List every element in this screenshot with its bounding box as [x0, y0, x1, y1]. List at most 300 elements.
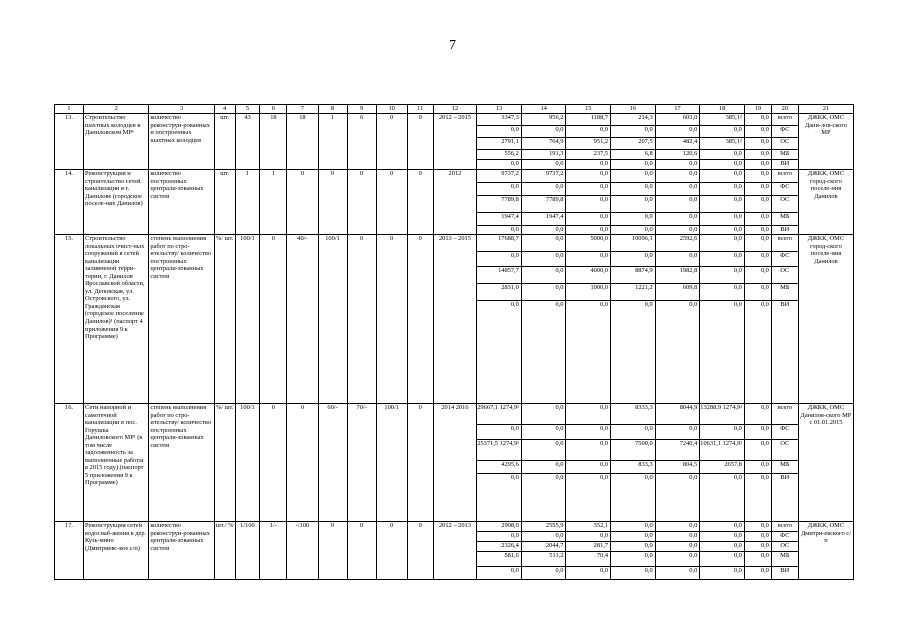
funding-v16-column [611, 170, 656, 235]
funding-cell: 10631,1 1274,9² [700, 439, 744, 460]
years: 2012 – 2015 [433, 114, 477, 170]
row-number: 17. [55, 522, 84, 580]
funding-cell: 2326,4 [477, 541, 521, 551]
value-col10: 100/1 [376, 404, 407, 522]
funding-cell: 17688,7 [498, 235, 519, 242]
value-col9: 0 [347, 522, 376, 580]
header-cell: 10 [376, 105, 407, 114]
funding-cell: 7500,0 [611, 439, 655, 460]
funding-cell: 0,0 [760, 170, 769, 177]
funding-cell: 0,0 [760, 404, 769, 411]
funding-cell: 1000,0 [566, 283, 610, 300]
funding-cell: 0,0 [656, 541, 700, 551]
funding-cell: 0,0 [700, 300, 744, 403]
funding-cell: 0,0 [745, 195, 771, 212]
funding-cell: 0,0 [477, 531, 521, 541]
funding-v18-column [700, 170, 745, 235]
funding-cell: 0,0 [566, 439, 610, 460]
funding-cell: 0,0 [522, 473, 566, 521]
funding-v18-column [700, 235, 745, 404]
funding-cell: 0,0 [700, 551, 744, 566]
value-col6: 1 [260, 170, 287, 235]
funding-v16-column [611, 114, 656, 170]
funding-cell: 0,0 [700, 283, 744, 300]
funding-cell: 0,0 [656, 566, 700, 579]
header-cell: 13 [477, 105, 522, 114]
executor: ДЖКК, ОМС Дмитри-евского с/п [798, 522, 853, 580]
value-col6: 0 [260, 235, 287, 404]
funding-cell: 0,0 [700, 182, 744, 195]
funding-cell: 0,0 [522, 531, 566, 541]
funding-cell: 0,0 [656, 551, 700, 566]
funding-cell: 0,0 [656, 424, 700, 439]
value-col7: 0 [287, 404, 318, 522]
funding-cell: 0,0 [656, 212, 700, 225]
funding-cell: 0,0 [566, 159, 610, 169]
funding-cell: 0,0 [733, 522, 742, 529]
page-number: 7 [449, 38, 456, 53]
header-cell: 11 [407, 105, 433, 114]
header-cell: 20 [771, 105, 798, 114]
funding-cell: 0,0 [733, 170, 742, 177]
funding-v14-column [521, 235, 566, 404]
funding-cell: 281,7 [566, 541, 610, 551]
funding-cell: 29667,1 1274,9² [477, 404, 520, 411]
funding-cell: 0,0 [522, 182, 566, 195]
funding-cell: 0,0 [600, 404, 609, 411]
funding-cell: МБ [772, 460, 798, 473]
funding-cell: 2657,8 [700, 460, 744, 473]
years: 2012 [433, 170, 477, 235]
funding-cell: 2044,7 [522, 541, 566, 551]
value-col10: 0 [376, 235, 407, 404]
value-col7: 40/- [287, 235, 318, 404]
funding-cell: 0,0 [656, 159, 700, 169]
funding-cell: 0,0 [611, 182, 655, 195]
funding-cell: 0,0 [733, 235, 742, 242]
funding-cell: 0,0 [566, 125, 610, 137]
funding-cell: 0,0 [477, 473, 521, 521]
funding-cell: 0,0 [745, 551, 771, 566]
funding-cell: 0,0 [700, 424, 744, 439]
funding-cell: 0,0 [611, 473, 655, 521]
funding-cell: 9737,2 [545, 170, 564, 177]
funding-cell: ОС [772, 137, 798, 149]
funding-cell: 0,0 [611, 541, 655, 551]
funding-src-column [771, 404, 798, 522]
value-col10: 0 [376, 522, 407, 580]
value-col8: 0 [318, 522, 347, 580]
funding-cell: 0,0 [611, 551, 655, 566]
funding-cell: 0,0 [644, 522, 653, 529]
funding-cell: 0,0 [555, 404, 564, 411]
table-row [55, 114, 854, 170]
funding-cell: 0,0 [656, 473, 700, 521]
funding-cell: ФС [772, 531, 798, 541]
funding-cell: 0,0 [656, 300, 700, 403]
funding-cell: 9737,2 [501, 170, 519, 177]
funding-cell: 70,4 [566, 551, 610, 566]
funding-cell: ОС [772, 195, 798, 212]
funding-cell: 1221,2 [611, 283, 655, 300]
header-cell: 19 [744, 105, 771, 114]
measure-name: Сети напорной и самотечной канализации в пос. Горушка Даниловского МР¹ (в том числе задолженность за выполненные работы в 2015 году) (паспорт 5 приложения 9 к Программе) [84, 404, 149, 522]
funding-cell: 0,0 [477, 159, 521, 169]
funding-cell: 0,0 [555, 235, 564, 242]
funding-cell: 0,0 [522, 424, 566, 439]
funding-src-column [771, 522, 798, 580]
funding-cell: 0,0 [611, 195, 655, 212]
funding-cell: 0,0 [760, 235, 769, 242]
funding-cell: 0,0 [745, 473, 771, 521]
funding-cell: 0,0 [522, 439, 566, 460]
funding-v14-column [521, 522, 566, 580]
header-cell: 12 [433, 105, 477, 114]
funding-v15-column [566, 404, 611, 522]
funding-cell: ВИ [772, 159, 798, 169]
funding-v14-column [521, 170, 566, 235]
executor: ДЖКК, ОМС Дани-лов-ского МР [798, 114, 853, 170]
value-col8: 100/1 [318, 235, 347, 404]
header-cell: 18 [700, 105, 745, 114]
table-row [55, 235, 854, 404]
funding-cell: 956,2 [549, 114, 564, 121]
indicator: количество реконструи-рованных и построенных шахтных колодцев [149, 114, 214, 170]
funding-v19-column [744, 522, 771, 580]
funding-cell: ОС [772, 439, 798, 460]
funding-cell: 0,0 [477, 424, 521, 439]
funding-cell: 0,0 [745, 424, 771, 439]
funding-cell: 0,0 [566, 182, 610, 195]
funding-cell: 0,0 [700, 251, 744, 266]
funding-v13-column [477, 170, 522, 235]
funding-cell: ВИ [772, 473, 798, 521]
funding-v16-column [611, 404, 656, 522]
funding-cell: 0,0 [566, 460, 610, 473]
funding-cell: 0,0 [745, 149, 771, 159]
funding-v13-column [477, 235, 522, 404]
value-col5: 100/1 [235, 235, 260, 404]
funding-cell: 1947,4 [522, 212, 566, 225]
funding-cell: 0,0 [522, 300, 566, 403]
header-cell: 4 [214, 105, 235, 114]
funding-cell: 385,1² [725, 114, 742, 121]
header-cell: 6 [260, 105, 287, 114]
row-number: 15. [55, 235, 84, 404]
value-col8: 60/- [318, 404, 347, 522]
funding-cell: 0,0 [745, 159, 771, 169]
funding-cell: 0,0 [745, 300, 771, 403]
funding-cell: 8044,9 [679, 404, 698, 411]
funding-v18-column [700, 404, 745, 522]
funding-cell: 0,0 [700, 212, 744, 225]
header-cell: 3 [149, 105, 214, 114]
funding-cell: ВИ [772, 566, 798, 579]
funding-v17-column [655, 522, 700, 580]
value-col5: 100/1 [235, 404, 260, 522]
unit: шт./ % [214, 522, 235, 580]
funding-cell: 0,0 [700, 566, 744, 579]
funding-cell: 0,0 [745, 531, 771, 541]
funding-cell: 0,0 [760, 114, 769, 121]
funding-cell: 7789,8 [522, 195, 566, 212]
funding-v13-column [477, 522, 522, 580]
table-row [55, 404, 854, 522]
header-cell: 14 [521, 105, 566, 114]
header-row [55, 105, 854, 114]
indicator: количество построенных централи-зованных систем [149, 170, 214, 235]
funding-v14-column [521, 404, 566, 522]
funding-v13-column [477, 114, 522, 170]
value-col6: 0 [260, 404, 287, 522]
funding-cell: 0,0 [566, 225, 610, 234]
funding-cell: 4000,0 [566, 266, 610, 283]
funding-cell: 4295,6 [477, 460, 521, 473]
funding-cell: 0,0 [611, 424, 655, 439]
value-col5: 43 [235, 114, 260, 170]
funding-cell: 191,3 [522, 149, 566, 159]
funding-cell: 0,0 [611, 125, 655, 137]
funding-cell: 2592,6 [679, 235, 698, 242]
measure-name: Строительство шахтных колодцев в Даниловском МР¹ [84, 114, 149, 170]
value-col5: 1/100 [235, 522, 260, 580]
value-col9: 70/- [347, 404, 376, 522]
funding-cell: 0,0 [522, 251, 566, 266]
funding-cell: 833,3 [611, 460, 655, 473]
indicator: количество реконструи-рованных централи-зованных систем [149, 522, 214, 580]
funding-cell: ВИ [772, 300, 798, 403]
funding-cell: 2791,1 [477, 137, 521, 149]
funding-cell: ОС [772, 541, 798, 551]
header-cell: 17 [655, 105, 700, 114]
header-cell: 7 [287, 105, 318, 114]
funding-cell: 0,0 [745, 182, 771, 195]
funding-cell: 0,0 [477, 566, 521, 579]
funding-cell: 0,0 [566, 473, 610, 521]
funding-cell: 0,0 [689, 522, 698, 529]
years: 2012 – 2013 [433, 522, 477, 580]
funding-cell: 0,0 [566, 212, 610, 225]
funding-cell: 25371,5 1274,9² [477, 439, 521, 460]
funding-cell: 556,2 [477, 149, 521, 159]
measure-name: Реконструкция и строительство сетей канализации в г. Данилове (городское поселе-ние Данилов) [84, 170, 149, 235]
funding-v19-column [744, 114, 771, 170]
funding-cell: 2908,0 [501, 522, 519, 529]
funding-cell: МБ [772, 149, 798, 159]
funding-v17-column [655, 170, 700, 235]
funding-cell: 0,0 [656, 195, 700, 212]
funding-v18-column [700, 114, 745, 170]
value-col9: 6 [347, 114, 376, 170]
measure-name: Реконструкция сетей водоснаб-жения в дер. Кузь-мино (Дмитриевс-кое с/п) [84, 522, 149, 580]
funding-cell: 0,0 [566, 251, 610, 266]
funding-cell: 2831,0 [477, 283, 521, 300]
row-number: 13. [55, 114, 84, 170]
funding-cell: 0,0 [611, 566, 655, 579]
funding-cell: всего [777, 404, 793, 411]
funding-cell: 0,0 [477, 300, 521, 403]
funding-cell: 0,0 [611, 251, 655, 266]
funding-cell: 352,1 [593, 522, 609, 529]
funding-cell: 0,0 [745, 283, 771, 300]
funding-v19-column [744, 404, 771, 522]
value-col10: 0 [376, 170, 407, 235]
funding-cell: 0,0 [644, 170, 653, 177]
funding-cell: 0,0 [689, 170, 698, 177]
funding-cell: 0,0 [656, 182, 700, 195]
executor: ДЖКК, ОМС город-ского поселе-ния Данилов [798, 170, 853, 235]
funding-cell: 0,0 [745, 137, 771, 149]
funding-cell: 385,1² [700, 137, 744, 149]
funding-cell: 0,0 [522, 266, 566, 283]
funding-cell: 0,0 [566, 566, 610, 579]
funding-cell: 0,0 [745, 225, 771, 234]
funding-cell: ФС [772, 125, 798, 137]
funding-v15-column [566, 114, 611, 170]
funding-v15-column [566, 522, 611, 580]
funding-cell: 0,0 [566, 531, 610, 541]
value-col8: 0 [318, 170, 347, 235]
funding-cell: 0,0 [700, 531, 744, 541]
funding-src-column [771, 170, 798, 235]
funding-v15-column [566, 235, 611, 404]
funding-v19-column [744, 170, 771, 235]
header-cell: 2 [84, 105, 149, 114]
value-col5: 1 [235, 170, 260, 235]
funding-cell: 7240,4 [656, 439, 700, 460]
funding-cell: 0,0 [477, 225, 521, 234]
header-cell: 1 [55, 105, 84, 114]
funding-cell: 7789,8 [477, 195, 521, 212]
funding-cell: ФС [772, 424, 798, 439]
funding-cell: 0,0 [700, 541, 744, 551]
table-row [55, 522, 854, 580]
funding-cell: 0,0 [522, 460, 566, 473]
funding-cell: 0,0 [700, 195, 744, 212]
funding-cell: 0,0 [745, 212, 771, 225]
funding-cell: 0,0 [477, 251, 521, 266]
funding-cell: 0,0 [522, 566, 566, 579]
header-cell: 8 [318, 105, 347, 114]
funding-cell: 0,0 [745, 439, 771, 460]
funding-cell: 14857,7 [477, 266, 521, 283]
funding-cell: всего [777, 522, 793, 529]
funding-cell: 120,6 [656, 149, 700, 159]
value-col6: 1/- [260, 522, 287, 580]
funding-cell: 8333,3 [635, 404, 653, 411]
funding-cell: 8874,9 [611, 266, 655, 283]
funding-cell: 2555,9 [545, 522, 564, 529]
row-number: 16. [55, 404, 84, 522]
funding-cell: МБ [772, 212, 798, 225]
funding-cell: 804,5 [656, 460, 700, 473]
funding-cell: 0,0 [611, 212, 655, 225]
funding-v17-column [655, 235, 700, 404]
funding-cell: 0,0 [566, 300, 610, 403]
funding-cell: 0,0 [745, 566, 771, 579]
indicator: степень выполнения работ по стро-ительству/ количество построенных централи-зованных систем [149, 404, 214, 522]
funding-cell: 0,0 [477, 182, 521, 195]
value-col11: 0 [407, 404, 433, 522]
funding-cell: 0,0 [566, 424, 610, 439]
header-cell: 5 [235, 105, 260, 114]
value-col11: 0 [407, 235, 433, 404]
funding-v14-column [521, 114, 566, 170]
funding-cell: 0,0 [700, 225, 744, 234]
funding-cell: 0,0 [700, 125, 744, 137]
years: 2014 2016 [433, 404, 477, 522]
funding-v16-column [611, 522, 656, 580]
funding-cell: 0,0 [611, 225, 655, 234]
funding-cell: 0,0 [522, 159, 566, 169]
value-col9: 0 [347, 170, 376, 235]
funding-cell: ВИ [772, 225, 798, 234]
funding-cell: 10096,1 [631, 235, 653, 242]
funding-cell: 0,0 [745, 541, 771, 551]
funding-cell: всего [777, 170, 793, 177]
funding-cell: 0,0 [600, 170, 609, 177]
funding-cell: 0,0 [700, 473, 744, 521]
measure-name: Строительство локальных очист-ных сооружений в сетей канализации заливненой терри-тории, г. Данилов Ярославской области, ул. Деповская, ул. Островского, ул. Гражданская (городское поселение Данилов)¹ (паспорт 4 приложения 9 к Программе) [84, 235, 149, 404]
executor: ДЖКК, ОМС Данилов-ского МР с 01.01.2015 [798, 404, 853, 522]
funding-cell: всего [777, 114, 793, 121]
funding-cell: 0,0 [611, 159, 655, 169]
funding-cell: 609,8 [656, 283, 700, 300]
funding-cell: 0,0 [566, 195, 610, 212]
funding-cell: 0,0 [611, 531, 655, 541]
funding-cell: 0,0 [656, 125, 700, 137]
value-col6: 18 [260, 114, 287, 170]
funding-cell: 0,0 [656, 251, 700, 266]
program-table [54, 104, 854, 580]
unit: %/ шт. [214, 235, 235, 404]
funding-cell: 3347,3 [501, 114, 519, 121]
funding-cell: 951,2 [566, 137, 610, 149]
funding-cell: 6,8 [611, 149, 655, 159]
funding-cell: 0,0 [656, 225, 700, 234]
value-col8: 1 [318, 114, 347, 170]
table-row [55, 170, 854, 235]
funding-cell: 214,3 [638, 114, 653, 121]
header-cell: 16 [611, 105, 656, 114]
header-cell: 9 [347, 105, 376, 114]
funding-cell: ФС [772, 182, 798, 195]
funding-cell: 482,4 [656, 137, 700, 149]
funding-cell: 1188,7 [590, 114, 609, 121]
value-col11: 0 [407, 522, 433, 580]
funding-v16-column [611, 235, 656, 404]
funding-cell: 511,2 [522, 551, 566, 566]
funding-cell: 0,0 [760, 522, 769, 529]
unit: %/ шт. [214, 404, 235, 522]
funding-cell: 581,6 [477, 551, 521, 566]
header-cell: 21 [798, 105, 853, 114]
funding-cell: 0,0 [656, 531, 700, 541]
funding-cell: МБ [772, 283, 798, 300]
funding-v15-column [566, 170, 611, 235]
funding-cell: 0,0 [745, 460, 771, 473]
funding-cell: 207,5 [611, 137, 655, 149]
executor: ДЖКК, ОМС город-ского поселе-ния Данилов [798, 235, 853, 404]
indicator: степень выполнения работ по стро-ительству/ количество построенных централи-зованных систем [149, 235, 214, 404]
years: 2013 – 2015 [433, 235, 477, 404]
funding-cell: 5000,0 [590, 235, 609, 242]
value-col10: 0 [376, 114, 407, 170]
funding-cell: 0,0 [522, 283, 566, 300]
funding-cell: 0,0 [611, 300, 655, 403]
funding-cell: ОС [772, 266, 798, 283]
funding-cell: 0,0 [522, 125, 566, 137]
